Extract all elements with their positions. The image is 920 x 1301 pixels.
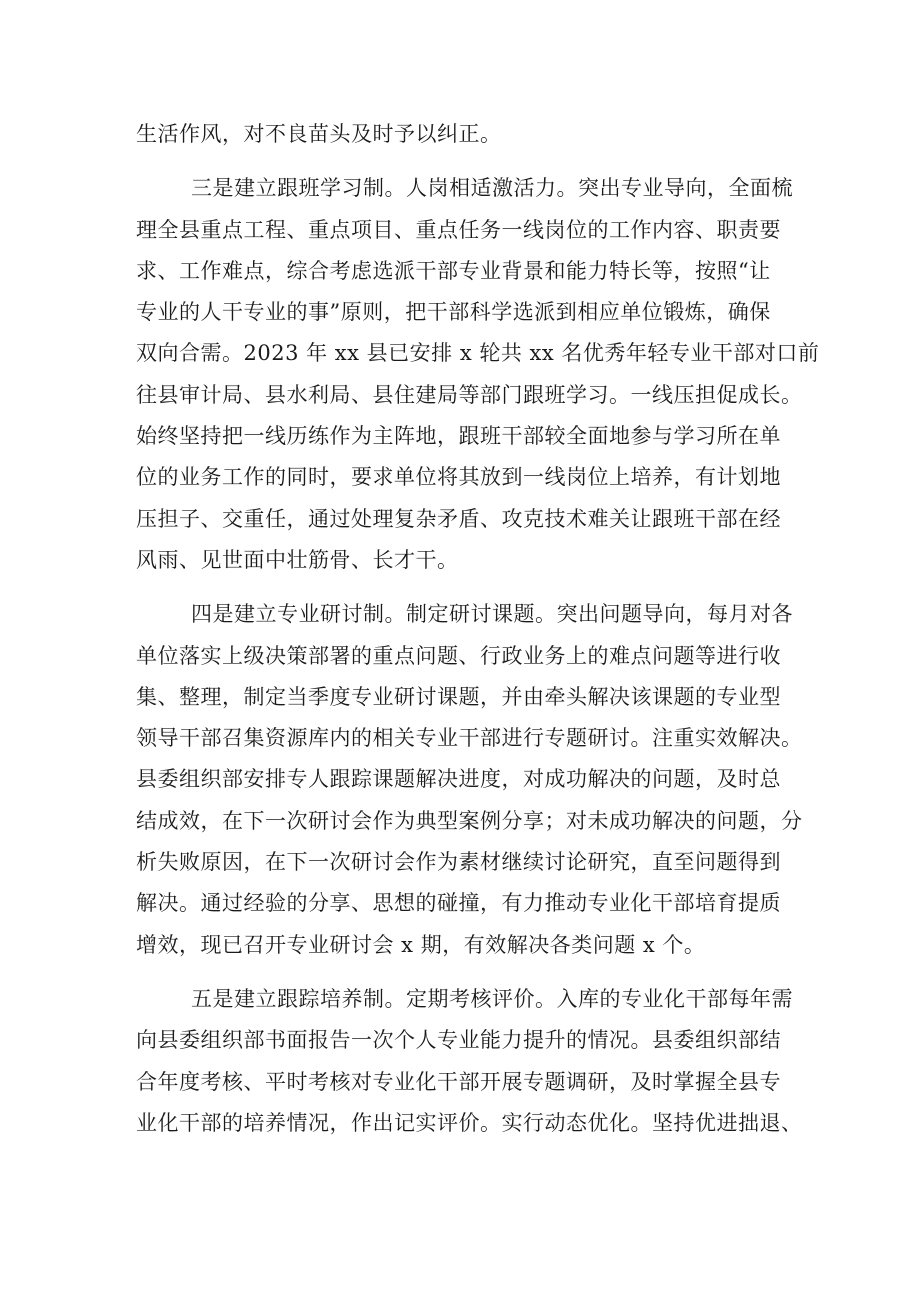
text-line: 结成效，在下一次研讨会作为典型案例分享；对未成功解决的问题，分	[136, 808, 803, 833]
paragraph-gap	[136, 966, 796, 979]
text-line: 双向合需。2023 年 xx 县已安排 x 轮共 xx 名优秀年轻专业干部对口前	[136, 341, 820, 366]
text-line: 理全县重点工程、重点项目、重点任务一线岗位的工作内容、职责要	[136, 217, 781, 242]
text-line: 始终坚持把一线历练作为主阵地，跟班干部较全面地参与学习所在单	[136, 424, 781, 449]
text-line: 析失败原因，在下一次研讨会作为素材继续讨论研究，直至问题得到	[136, 850, 781, 875]
text-line: 生活作风，对不良苗头及时予以纠正。	[136, 122, 502, 146]
text-line: 县委组织部安排专人跟踪课题解决进度，对成功解决的问题，及时总	[136, 767, 781, 792]
paragraph-gap	[136, 155, 796, 168]
paragraph-first-line: 三是建立跟班学习制。人岗相适激活力。突出专业导向，全面梳	[191, 176, 793, 201]
text-line: 专业的人干专业的事”原则，把干部科学选派到相应单位锻炼，确保	[136, 300, 771, 325]
body-text	[136, 114, 820, 1144]
text-line: 领导干部召集资源库内的相关专业干部进行专题研讨。注重实效解决。	[136, 726, 803, 751]
text-line: 单位落实上级决策部署的重点问题、行政业务上的难点问题等进行收	[136, 643, 781, 668]
text-line: 合年度考核、平时考核对专业化干部开展专题调研，及时掌握全县专	[136, 1069, 781, 1094]
text-line: 业化干部的培养情况，作出记实评价。实行动态优化。坚持优进拙退、	[136, 1110, 803, 1135]
text-line: 向县委组织部书面报告一次个人专业能力提升的情况。县委组织部结	[136, 1028, 781, 1053]
text-line: 增效，现已召开专业研讨会 x 期，有效解决各类问题 x 个。	[136, 932, 706, 957]
paragraph-first-line: 四是建立专业研讨制。制定研讨课题。突出问题导向，每月对各	[191, 602, 793, 627]
text-line: 解决。通过经验的分享、思想的碰撞，有力推动专业化干部培育提质	[136, 891, 781, 916]
text-line: 往县审计局、县水利局、县住建局等部门跟班学习。一线压担促成长。	[136, 382, 803, 407]
text-line: 集、整理，制定当季度专业研讨课题，并由牵头解决该课题的专业型	[136, 684, 781, 709]
paragraph-gap	[136, 581, 796, 594]
text-line: 求、工作难点，综合考虑选派干部专业背景和能力特长等，按照“让	[136, 258, 771, 283]
text-line: 风雨、见世面中壮筋骨、长才干。	[136, 547, 459, 572]
paragraph-first-line: 五是建立跟踪培养制。定期考核评价。入库的专业化干部每年需	[191, 986, 793, 1011]
text-line: 位的业务工作的同时，要求单位将其放到一线岗位上培养，有计划地	[136, 465, 781, 490]
text-line: 压担子、交重任，通过处理复杂矛盾、攻克技术难关让跟班干部在经	[136, 506, 781, 531]
